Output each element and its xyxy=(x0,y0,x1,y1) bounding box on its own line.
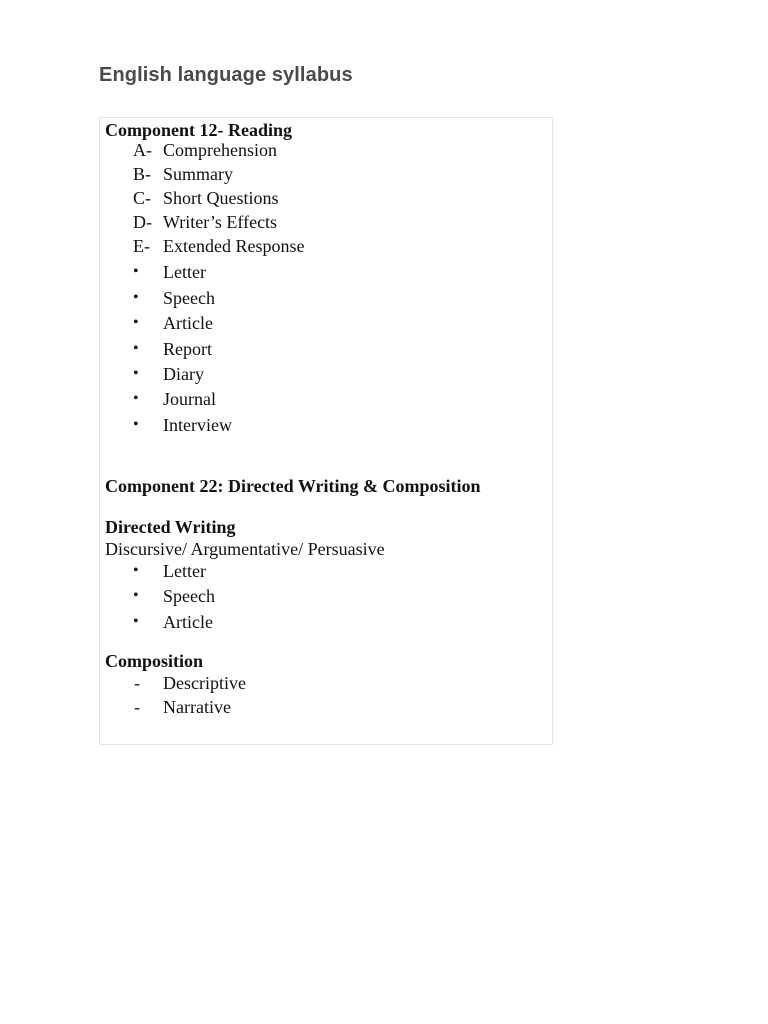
list-marker: D- xyxy=(133,212,152,232)
component-22-heading: Component 22: Directed Writing & Composition xyxy=(105,476,481,496)
list-item: Writer’s Effects xyxy=(163,212,278,232)
bullet-marker: • xyxy=(133,390,139,407)
bullet-marker: • xyxy=(133,263,139,280)
list-marker: A- xyxy=(133,140,152,160)
bullet-marker: • xyxy=(133,314,139,331)
page-title: English language syllabus xyxy=(99,64,353,86)
list-item: Journal xyxy=(163,389,216,409)
component-12-heading: Component 12- Reading xyxy=(105,120,293,140)
bullet-marker: • xyxy=(133,365,139,382)
list-item: Interview xyxy=(163,415,232,435)
list-item: Diary xyxy=(163,364,204,384)
syllabus-document-image xyxy=(99,117,553,745)
bullet-marker: • xyxy=(133,562,139,579)
bullet-marker: • xyxy=(133,416,139,433)
bullet-marker: • xyxy=(133,340,139,357)
directed-writing-heading: Directed Writing xyxy=(105,517,236,537)
list-marker: C- xyxy=(133,188,151,208)
list-item: Letter xyxy=(163,262,206,282)
list-item: Narrative xyxy=(163,697,231,717)
list-item: Letter xyxy=(163,561,206,581)
list-item: Short Questions xyxy=(163,188,279,208)
list-item: Speech xyxy=(163,586,215,606)
list-marker: E- xyxy=(133,236,150,256)
list-item: Report xyxy=(163,339,212,359)
list-item: Extended Response xyxy=(163,236,305,256)
bullet-marker: • xyxy=(133,587,139,604)
list-item: Speech xyxy=(163,288,215,308)
list-item: Article xyxy=(163,313,213,333)
composition-heading: Composition xyxy=(105,651,204,671)
dash-marker: - xyxy=(134,697,140,717)
list-item: Summary xyxy=(163,164,233,184)
bullet-marker: • xyxy=(133,289,139,306)
directed-writing-subtitle: Discursive/ Argumentative/ Persuasive xyxy=(105,539,385,559)
list-marker: B- xyxy=(133,164,151,184)
dash-marker: - xyxy=(134,673,140,693)
list-item: Comprehension xyxy=(163,140,277,160)
list-item: Descriptive xyxy=(163,673,246,693)
list-item: Article xyxy=(163,612,213,632)
bullet-marker: • xyxy=(133,613,139,630)
